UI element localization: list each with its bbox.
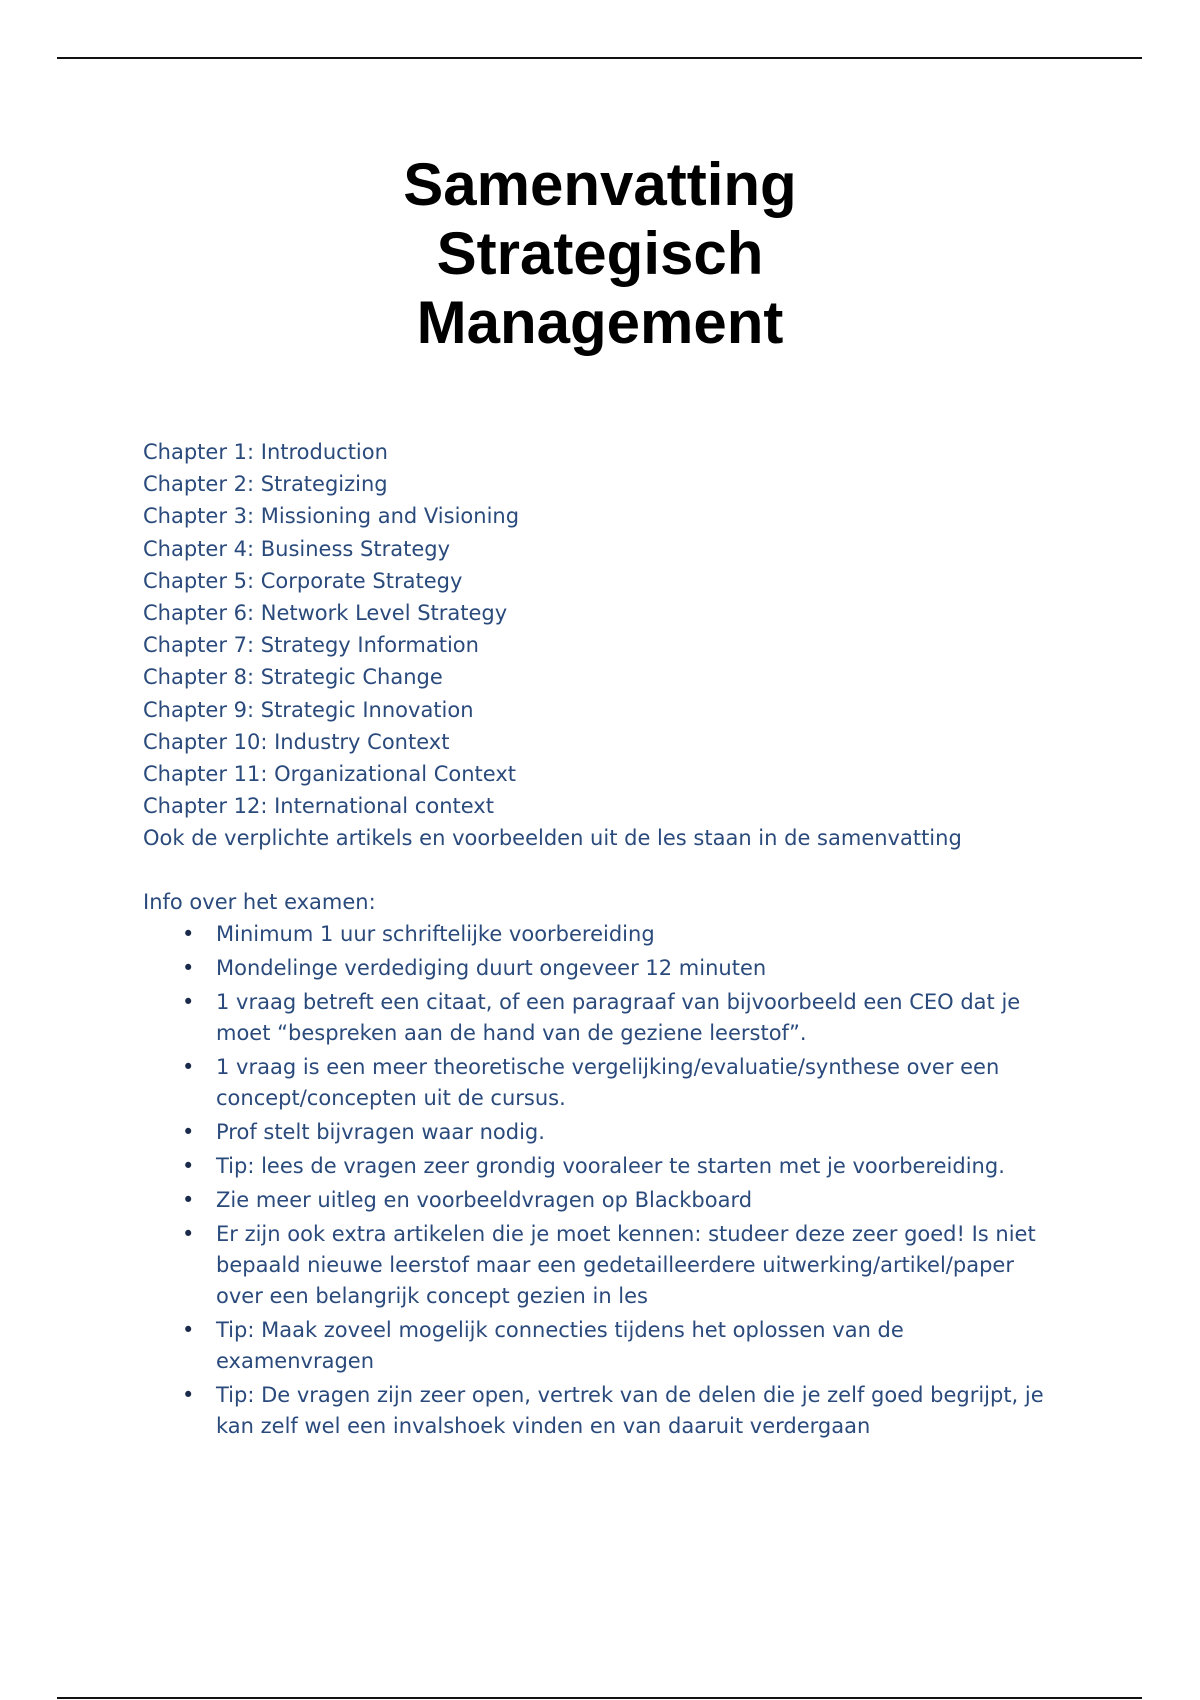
chapter-item: Chapter 3: Missioning and Visioning [143, 504, 520, 529]
chapter-item: Chapter 4: Business Strategy [143, 536, 451, 561]
bullet-icon: • [182, 1382, 195, 1407]
bullet-icon: • [182, 1221, 195, 1246]
list-item-text: Tip: Maak zoveel mogelijk connecties tijdens het oplossen van de examenvragen [216, 1317, 904, 1373]
chapter-item: Chapter 11: Organizational Context [143, 761, 517, 786]
list-item-text: 1 vraag betreft een citaat, of een paragraaf van bijvoorbeeld een CEO dat je moet “bespreken aan de hand van de geziene leerstof”. [216, 989, 1021, 1045]
bullet-icon: • [182, 989, 195, 1014]
list-item-text: Tip: lees de vragen zeer grondig vooraleer te starten met je voorbereiding. [216, 1153, 1005, 1178]
bullet-icon: • [182, 1317, 195, 1342]
document-title [0, 150, 1200, 357]
bottom-rule [57, 1697, 1142, 1699]
document-body [143, 436, 1063, 1445]
list-item-text: Mondelinge verdediging duurt ongeveer 12 minuten [216, 955, 767, 980]
list-item-text: Er zijn ook extra artikelen die je moet kennen: studeer deze zeer goed! Is niet bepaald nieuwe leerstof maar een gedetailleerdere uitwerking/artikel/paper over een belangrijk concept gezien in les [216, 1221, 1036, 1308]
list-item [143, 987, 1063, 1049]
chapter-list [143, 436, 1063, 822]
list-item [143, 1315, 1063, 1377]
chapter-item: Chapter 7: Strategy Information [143, 633, 479, 658]
list-item-text: Prof stelt bijvragen waar nodig. [216, 1119, 545, 1144]
summary-note: Ook de verplichte artikels en voorbeelden uit de les staan in de samenvatting [143, 826, 962, 851]
list-item [143, 919, 1063, 950]
title-line-1: Samenvatting [403, 151, 797, 218]
exam-info-heading: Info over het examen: [143, 890, 376, 915]
bullet-icon: • [182, 1119, 195, 1144]
chapter-item: Chapter 2: Strategizing [143, 472, 388, 497]
list-item-text: Minimum 1 uur schriftelijke voorbereiding [216, 921, 655, 946]
list-item [143, 1151, 1063, 1182]
list-item [143, 1117, 1063, 1148]
title-line-2: Strategisch [436, 220, 764, 287]
chapter-item: Chapter 6: Network Level Strategy [143, 600, 508, 625]
chapter-item: Chapter 10: Industry Context [143, 729, 450, 754]
list-item-text: Zie meer uitleg en voorbeeldvragen op Blackboard [216, 1187, 753, 1212]
top-rule [57, 57, 1142, 59]
list-item [143, 1185, 1063, 1216]
list-item-text: 1 vraag is een meer theoretische vergelijking/evaluatie/synthese over een concept/concepten uit de cursus. [216, 1054, 1000, 1110]
bullet-icon: • [182, 955, 195, 980]
chapter-item: Chapter 1: Introduction [143, 440, 388, 464]
list-item [143, 953, 1063, 984]
list-item [143, 1380, 1063, 1442]
exam-info-list [143, 919, 1063, 1442]
title-line-3: Management [416, 289, 784, 356]
list-item-text: Tip: De vragen zijn zeer open, vertrek van de delen die je zelf goed begrijpt, je kan zelf wel een invalshoek vinden en van daaruit verdergaan [216, 1382, 1044, 1438]
chapter-item: Chapter 9: Strategic Innovation [143, 697, 474, 722]
list-item [143, 1052, 1063, 1114]
bullet-icon: • [182, 1153, 195, 1178]
bullet-icon: • [182, 1054, 195, 1079]
chapter-item: Chapter 8: Strategic Change [143, 665, 443, 690]
chapter-item: Chapter 5: Corporate Strategy [143, 568, 463, 593]
chapter-item: Chapter 12: International context [143, 794, 494, 819]
bullet-icon: • [182, 1187, 195, 1212]
bullet-icon: • [182, 921, 195, 946]
list-item [143, 1219, 1063, 1312]
